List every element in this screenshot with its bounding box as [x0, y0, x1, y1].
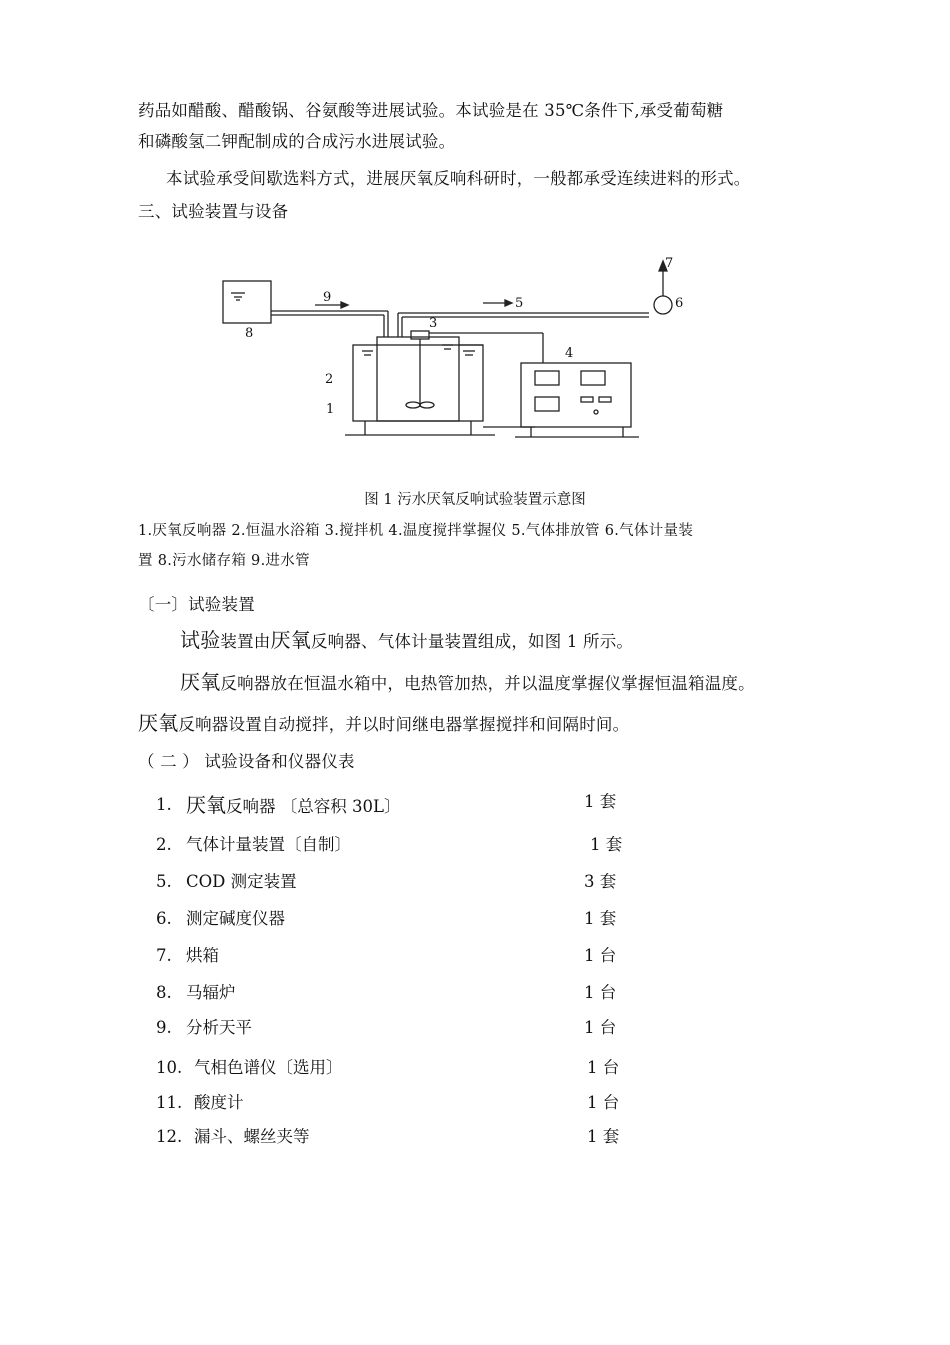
diagram-label-2: 2 — [325, 372, 334, 387]
controller-shape — [521, 363, 631, 427]
paragraph-line: 药品如醋酸、醋酸锅、谷氨酸等进展试验。本试验是在 35℃条件下,承受葡萄糖 — [138, 101, 724, 120]
figure-caption: 图 1 污水厌氧反响试验装置示意图 — [364, 492, 586, 508]
diagram-label-1: 1 — [326, 402, 335, 417]
diagram-label-8: 8 — [245, 326, 254, 341]
figure-legend-line: 置 8.污水储存箱 9.进水管 — [138, 553, 310, 569]
list-item-qty: 1 套 — [584, 792, 617, 811]
paragraph: 本试验承受间歇选料方式，进展厌氧反响科研时，一般都承受连续进料的形式。 — [166, 169, 751, 188]
storage-tank-shape — [223, 281, 271, 323]
apparatus-diagram — [205, 245, 684, 460]
paragraph: 厌氧反响器设置自动搅拌，并以时间继电器掌握搅拌和间隔时间。 — [138, 711, 630, 735]
diagram-label-9: 9 — [323, 290, 332, 305]
list-item-qty: 1 台 — [584, 983, 617, 1002]
section-heading: 三、试验装置与设备 — [138, 202, 289, 221]
diagram-label-4: 4 — [565, 346, 574, 361]
subsection-heading: 〔一〕试验装置 — [138, 595, 255, 614]
document-page: 药品如醋酸、醋酸锅、谷氨酸等进展试验。本试验是在 35℃条件下,承受葡萄糖 和磷酸氢二钾配制成的合成污水进展试验。 本试验承受间歇选料方式，进展厌氧反响科研时，一般都承受连续进料的形式。 三、试验装置与设备 1 2 3 4 5 6 7 8 9 图 1 污水厌氧反响试验装置示意图 1.厌氧反响器 2.恒温水浴箱 3.搅拌机 4.温度搅拌掌握仪 5.气体排放管 6.气体计量装 置 8.污水储存箱 9.进水管 〔一〕试验装置 试验装置由厌氧反响器、气体计量装置组成，如图 1 所示。 厌氧反响器放在恒温水箱中，电热管加热，并以温度掌握仪掌握恒温箱温度。 厌氧反响器设置自动搅拌，并以时间继电器掌握搅拌和间隔时间。 （ 二 ） 试验设备和仪器仪表 1. 厌氧反响器 〔总容积 30L〕 1 套 2. 气体计量装置〔自制〕 1 套 5. COD 测定装置 3 套 6. 测定碱度仪器 1 套 7. 烘箱 1 台 8. 马辐炉 1 台 9. 分析天平 1 台 10. 气相色谱仪〔选用〕 1 台 11. 酸度计 1 台 12. 漏斗、螺丝夹等 1 套 — [0, 0, 950, 1345]
list-item-qty: 1 套 — [590, 835, 623, 854]
paragraph: 厌氧反响器放在恒温水箱中，电热管加热，并以温度掌握仪掌握恒温箱温度。 — [180, 670, 755, 694]
paragraph-line: 和磷酸氢二钾配制成的合成污水进展试验。 — [138, 132, 456, 151]
diagram-label-7: 7 — [665, 256, 674, 271]
list-item-qty: 1 套 — [584, 909, 617, 928]
list-item-qty: 1 台 — [587, 1058, 620, 1077]
water-bath-shape — [353, 345, 483, 421]
list-item-qty: 1 台 — [587, 1093, 620, 1112]
figure-legend-line: 1.厌氧反响器 2.恒温水浴箱 3.搅拌机 4.温度搅拌掌握仪 5.气体排放管 6.气体计量装 — [138, 523, 694, 539]
diagram-label-5: 5 — [515, 296, 524, 311]
paragraph: 试验装置由厌氧反响器、气体计量装置组成，如图 1 所示。 — [180, 628, 634, 652]
subsection-heading: （ 二 ） 试验设备和仪器仪表 — [138, 752, 355, 771]
diagram-label-3: 3 — [429, 316, 438, 331]
list-item-qty: 3 套 — [584, 872, 617, 891]
list-item-qty: 1 台 — [584, 1018, 617, 1037]
list-item-qty: 1 台 — [584, 946, 617, 965]
diagram-label-6: 6 — [675, 296, 684, 311]
gas-meter-shape — [654, 296, 672, 314]
list-item-qty: 1 套 — [587, 1127, 620, 1146]
